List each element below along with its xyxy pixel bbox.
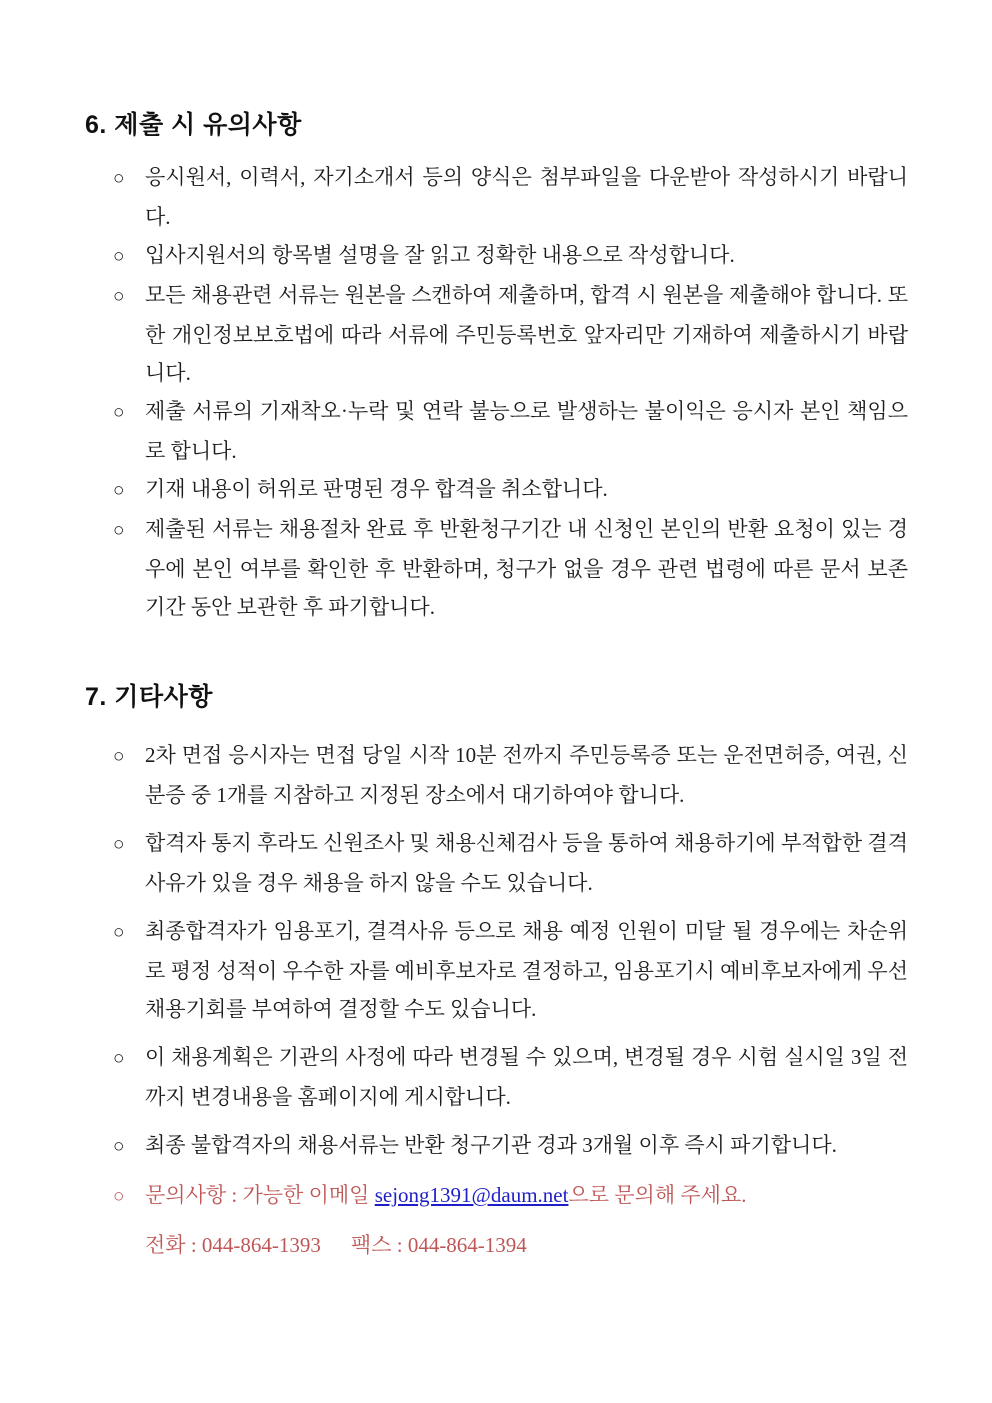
list-item <box>85 510 908 626</box>
circle-bullet-icon: ○ <box>113 168 125 189</box>
contact-text-suffix: 으로 문의해 주세요. <box>568 1183 747 1207</box>
section-6-list <box>85 158 908 626</box>
circle-bullet-icon: ○ <box>113 480 125 501</box>
list-item <box>85 236 908 276</box>
circle-bullet-icon: ○ <box>113 1048 125 1069</box>
contact-phone-line <box>145 1226 908 1264</box>
circle-bullet-icon: ○ <box>113 922 125 943</box>
circle-bullet-icon: ○ <box>113 746 125 767</box>
circle-bullet-icon: ○ <box>113 246 125 267</box>
item-text: 모든 채용관련 서류는 원본을 스캔하여 제출하며, 합격 시 원본을 제출해야 합니다. 또한 개인정보보호법에 따라 서류에 주민등록번호 앞자리만 기재하여 제출하시기 바랍니다. <box>145 283 908 385</box>
item-text: 제출 서류의 기재착오·누락 및 연락 불능으로 발생하는 불이익은 응시자 본인 책임으로 합니다. <box>145 399 908 463</box>
list-item <box>85 470 908 510</box>
circle-bullet-icon: ○ <box>113 1186 125 1207</box>
list-item <box>85 392 908 470</box>
item-text: 입사지원서의 항목별 설명을 잘 읽고 정확한 내용으로 작성합니다. <box>145 243 735 267</box>
contact-fax: 팩스 : 044-864-1394 <box>350 1233 527 1257</box>
list-item <box>85 912 908 1028</box>
section-7-heading: 7. 기타사항 <box>85 683 213 711</box>
item-text: 합격자 통지 후라도 신원조사 및 채용신체검사 등을 통하여 채용하기에 부적합한 결격사유가 있을 경우 채용을 하지 않을 수도 있습니다. <box>145 831 908 895</box>
contact-item <box>85 1176 908 1264</box>
item-text: 이 채용계획은 기관의 사정에 따라 변경될 수 있으며, 변경될 경우 시험 실시일 3일 전까지 변경내용을 홈페이지에 게시합니다. <box>145 1045 908 1109</box>
item-text: 최종합격자가 임용포기, 결격사유 등으로 채용 예정 인원이 미달 될 경우에는 차순위로 평정 성적이 우수한 자를 예비후보자로 결정하고, 임용포기시 예비후보자에게 우선 채용기회를 부여하여 결정할 수도 있습니다. <box>145 919 908 1021</box>
circle-bullet-icon: ○ <box>113 402 125 423</box>
contact-email-link[interactable]: sejong1391@daum.net <box>374 1183 569 1207</box>
item-text: 제출된 서류는 채용절차 완료 후 반환청구기간 내 신청인 본인의 반환 요청이 있는 경우에 본인 여부를 확인한 후 반환하며, 청구가 없을 경우 관련 법령에 따른 문서 보존기간 동안 보관한 후 파기합니다. <box>145 517 908 619</box>
list-item <box>85 1126 908 1166</box>
circle-bullet-icon: ○ <box>113 520 125 541</box>
item-text: 최종 불합격자의 채용서류는 반환 청구기관 경과 3개월 이후 즉시 파기합니다. <box>145 1133 837 1157</box>
contact-text-prefix: 문의사항 : 가능한 이메일 <box>145 1183 375 1207</box>
contact-phone: 전화 : 044-864-1393 <box>145 1233 321 1257</box>
list-item <box>85 1038 908 1116</box>
section-submission-notes <box>85 110 908 626</box>
item-text: 2차 면접 응시자는 면접 당일 시작 10분 전까지 주민등록증 또는 운전면허증, 여권, 신분증 중 1개를 지참하고 지정된 장소에서 대기하여야 합니다. <box>145 743 908 807</box>
list-item <box>85 158 908 236</box>
section-7-list <box>85 736 908 1264</box>
circle-bullet-icon: ○ <box>113 286 125 307</box>
item-text: 응시원서, 이력서, 자기소개서 등의 양식은 첨부파일을 다운받아 작성하시기 바랍니다. <box>145 165 908 229</box>
circle-bullet-icon: ○ <box>113 1136 125 1157</box>
list-item <box>85 276 908 392</box>
item-text: 기재 내용이 허위로 판명된 경우 합격을 취소합니다. <box>145 477 608 501</box>
section-other-notes <box>85 682 908 1264</box>
circle-bullet-icon: ○ <box>113 834 125 855</box>
list-item <box>85 824 908 902</box>
list-item <box>85 736 908 814</box>
section-6-heading: 6. 제출 시 유의사항 <box>85 111 302 139</box>
